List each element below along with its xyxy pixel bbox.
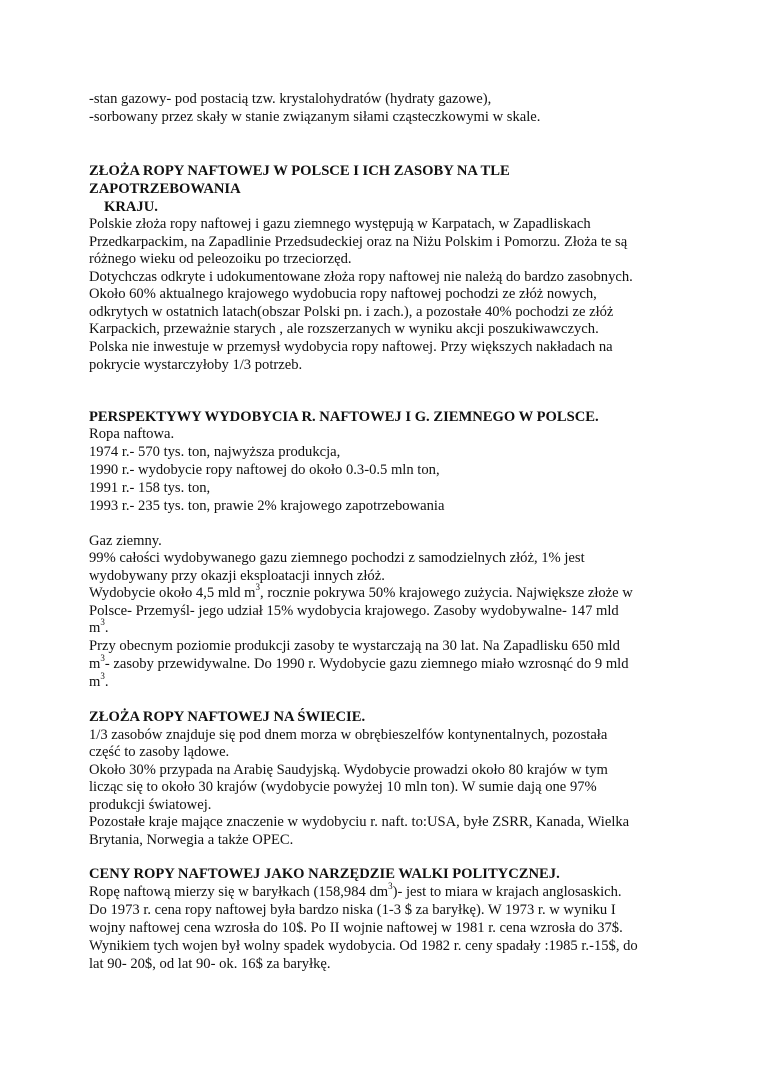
paragraph-line: Przedkarpackim, na Zapadlinie Przedsudeckiej oraz na Niżu Polskim i Pomorzu. Złoża te są (89, 234, 628, 250)
paragraph-line: 1991 r.- 158 tys. ton, (89, 480, 211, 496)
text-run: . (104, 674, 109, 690)
paragraph-line: wydobywany przy okazji eksploatacji innych złóż. (89, 568, 385, 584)
paragraph-line: część to zasoby lądowe. (89, 744, 230, 760)
superscript: 3 (388, 881, 393, 892)
section-heading: ZŁOŻA ROPY NAFTOWEJ NA ŚWIECIE. (89, 709, 366, 725)
paragraph-line: Brytania, Norwegia a także OPEC. (89, 832, 294, 848)
text-run: . (104, 620, 109, 636)
section-heading: ZŁOŻA ROPY NAFTOWEJ W POLSCE I ICH ZASOBY NA TLE (89, 163, 510, 179)
paragraph-line: Gaz ziemny. (89, 533, 162, 549)
paragraph-line: Ropa naftowa. (89, 426, 175, 442)
text-run: m (89, 656, 101, 672)
text-run: Ropę naftową mierzy się w baryłkach (158,984 dm (89, 884, 389, 900)
paragraph-line (89, 673, 109, 691)
paragraph-line: Około 60% aktualnego krajowego wydobucia ropy naftowej pochodzi ze złóż nowych, (89, 286, 597, 302)
paragraph-line: wojny naftowej cena wzrosła do 10$. Po II wojnie naftowej w 1981 r. cena wzrosła do 37$. (89, 920, 623, 936)
section-heading: KRAJU. (104, 199, 158, 215)
intro-line: -stan gazowy- pod postacią tzw. krystalohydratów (hydraty gazowe), (89, 91, 492, 107)
text-run: m (89, 674, 101, 690)
paragraph-line: 1990 r.- wydobycie ropy naftowej do około 0.3-0.5 mln ton, (89, 462, 440, 478)
paragraph-line: 99% całości wydobywanego gazu ziemnego pochodzi z samodzielnych złóż, 1% jest (89, 550, 585, 566)
paragraph-line: różnego wieku od peleozoiku po trzeciorzęd. (89, 251, 352, 267)
paragraph-line: Polska nie inwestuje w przemysł wydobycia ropy naftowej. Przy większych nakładach na (89, 339, 613, 355)
paragraph-line: Karpackich, przeważnie starych , ale rozszerzanych w wyniku akcji poszukiwawczych. (89, 321, 599, 337)
superscript: 3 (100, 617, 105, 628)
paragraph-line (89, 584, 633, 602)
paragraph-line: Polskie złoża ropy naftowej i gazu ziemnego występują w Karpatach, w Zapadliskach (89, 216, 591, 232)
superscript: 3 (255, 582, 261, 593)
paragraph-line: Dotychczas odkryte i udokumentowane złoża ropy naftowej nie należą do bardzo zasobnych. (89, 269, 633, 285)
paragraph-line: lat 90- 20$, od lat 90- ok. 16$ za baryłkę. (89, 956, 331, 972)
text-run: )- jest to miara w krajach anglosaskich. (392, 884, 622, 900)
section-heading: ZAPOTRZEBOWANIA (89, 181, 241, 197)
paragraph-line: Około 30% przypada na Arabię Saudyjską. Wydobycie prowadzi około 80 krajów w tym (89, 762, 608, 778)
paragraph-line (89, 655, 629, 673)
paragraph-line: licząc się to około 30 krajów (wydobycie powyżej 10 mln ton). W sumie dają one 97% (89, 779, 597, 795)
paragraph-line: odkrytych w ostatnich latach(obszar Polski pn. i zach.), a pozostałe 40% pochodzi ze złóż (89, 304, 614, 320)
paragraph-line: 1974 r.- 570 tys. ton, najwyższa produkcja, (89, 444, 341, 460)
paragraph-line: Pozostałe kraje mające znaczenie w wydobyciu r. naft. to:USA, byłe ZSRR, Kanada, Wielka (89, 814, 630, 830)
paragraph-line: 1/3 zasobów znajduje się pod dnem morza w obrębieszelfów kontynentalnych, pozostała (89, 727, 608, 743)
text-run: Wydobycie około 4,5 mld m (89, 585, 256, 601)
paragraph-line (89, 883, 622, 901)
intro-line: -sorbowany przez skały w stanie związanym siłami cząsteczkowymi w skale. (89, 109, 541, 125)
paragraph-line: Do 1973 r. cena ropy naftowej była bardzo niska (1-3 $ za baryłkę). W 1973 r. w wyniku I (89, 902, 616, 918)
text-run: , rocznie pokrywa 50% krajowego zużycia. Największe złoże w (260, 585, 633, 601)
section-heading: PERSPEKTYWY WYDOBYCIA R. NAFTOWEJ I G. ZIEMNEGO W POLSCE. (89, 409, 599, 425)
paragraph-line: pokrycie wystarczyłoby 1/3 potrzeb. (89, 357, 303, 373)
paragraph-line: Polsce- Przemyśl- jego udział 15% wydobycia krajowego. Zasoby wydobywalne- 147 mld (89, 603, 619, 619)
superscript: 3 (100, 653, 105, 664)
paragraph-line: produkcji światowej. (89, 797, 212, 813)
paragraph-line: 1993 r.- 235 tys. ton, prawie 2% krajowego zapotrzebowania (89, 498, 445, 514)
text-run: - zasoby przewidywalne. Do 1990 r. Wydobycie gazu ziemnego miało wzrosnąć do 9 mld (104, 656, 629, 672)
section-heading: CENY ROPY NAFTOWEJ JAKO NARZĘDZIE WALKI POLITYCZNEJ. (89, 866, 560, 882)
paragraph-line: Przy obecnym poziomie produkcji zasoby te wystarczają na 30 lat. Na Zapadlisku 650 mld (89, 638, 620, 654)
paragraph-line (89, 619, 109, 637)
superscript: 3 (100, 671, 105, 682)
paragraph-line: Wynikiem tych wojen był wolny spadek wydobycia. Od 1982 r. ceny spadały :1985 r.-15$, do (89, 938, 638, 954)
text-run: m (89, 620, 101, 636)
